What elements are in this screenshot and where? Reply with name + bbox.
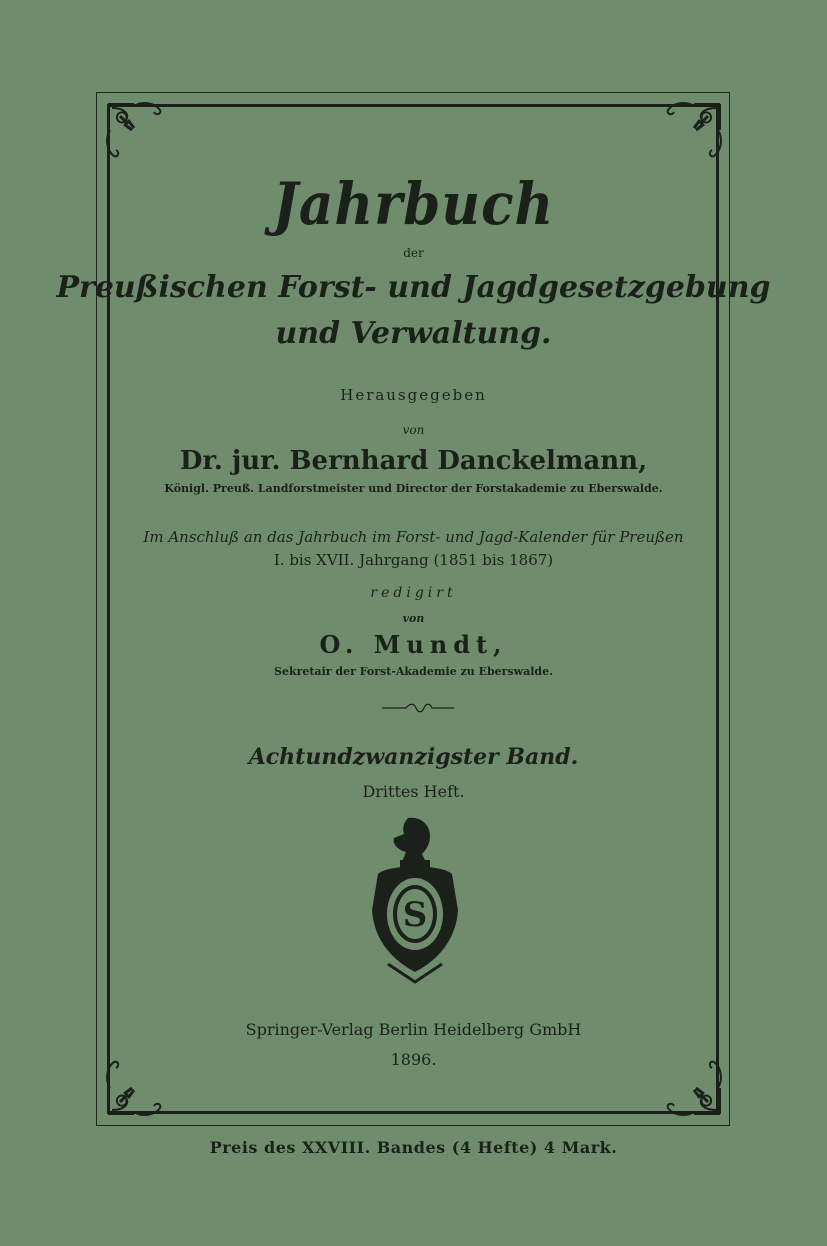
publisher: Springer-Verlag Berlin Heidelberg GmbH bbox=[245, 1020, 582, 1039]
volume-label: Achtundzwanzigster Band. bbox=[248, 744, 579, 770]
logo-monogram: S bbox=[402, 895, 428, 935]
price-note: Preis des XXVIII. Bandes (4 Hefte) 4 Mark. bbox=[209, 1138, 618, 1157]
by-label: von bbox=[402, 423, 425, 437]
edited-by-label: Herausgegeben bbox=[340, 386, 487, 404]
corner-ornament-icon bbox=[104, 100, 176, 172]
editor-name: Dr. jur. Bernhard Danckelmann, bbox=[179, 446, 648, 476]
continuation-note-line-2: I. bis XVII. Jahrgang (1851 bis 1867) bbox=[273, 551, 554, 569]
corner-ornament-icon bbox=[652, 100, 724, 172]
editor-role: Königl. Preuß. Landforstmeister und Director der Forstakademie zu Eberswalde. bbox=[164, 482, 663, 495]
subtitle-line-2: und Verwaltung. bbox=[275, 316, 552, 351]
springer-knight-logo-icon bbox=[368, 814, 462, 984]
subtitle-line-1: Preußischen Forst- und Jagdgesetzgebung bbox=[56, 270, 771, 305]
issue-label: Drittes Heft. bbox=[362, 782, 465, 801]
redacted-label: redigirt bbox=[370, 585, 457, 601]
continuation-note-line-1: Im Anschluß an das Jahrbuch im Forst- und Jagd-Kalender für Preußen bbox=[143, 528, 684, 546]
publication-year: 1896. bbox=[390, 1050, 437, 1069]
redactor-name: O. Mundt, bbox=[319, 630, 508, 659]
title-article: der bbox=[403, 246, 424, 260]
redactor-role: Sekretair der Forst-Akademie zu Eberswalde. bbox=[274, 665, 553, 678]
book-title: Jahrbuch bbox=[272, 170, 555, 238]
by-label-2: von bbox=[402, 612, 425, 625]
divider-ornament-icon bbox=[380, 700, 456, 714]
